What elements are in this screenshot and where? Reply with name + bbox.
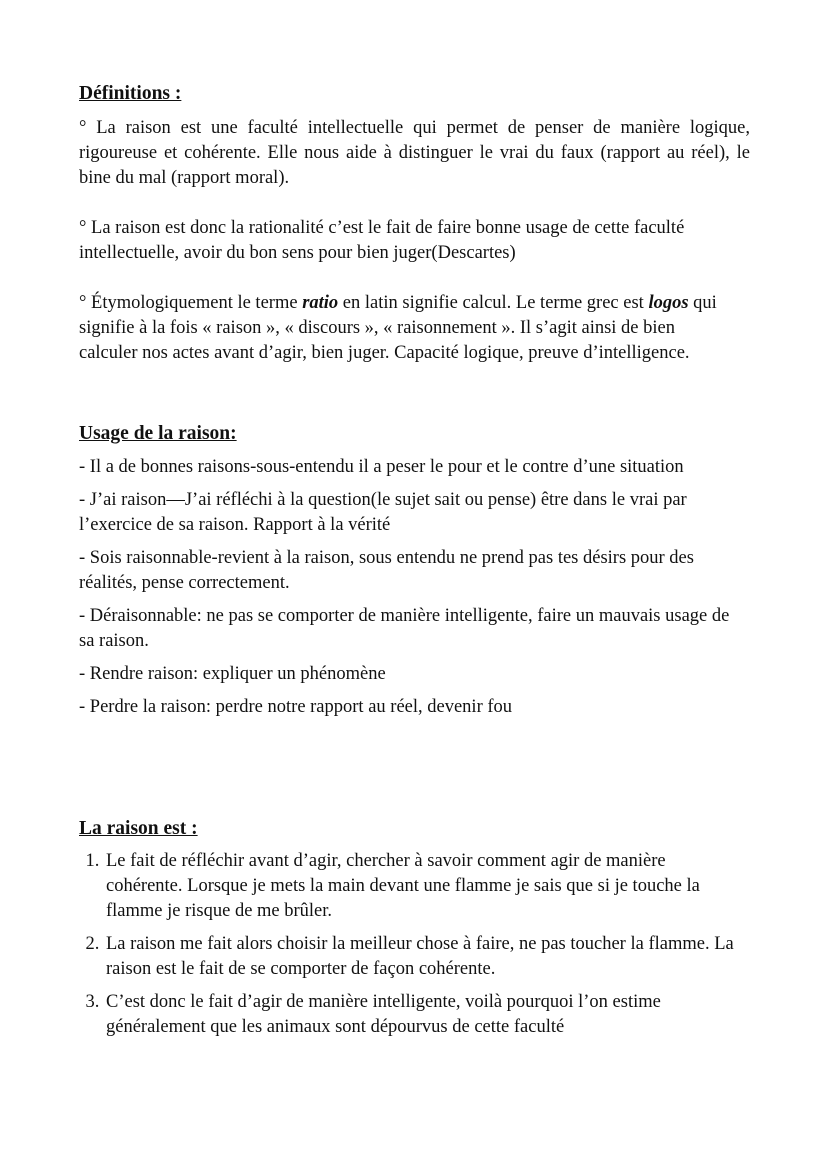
- list-item: 2. La raison me fait alors choisir la meilleur chose à faire, ne pas toucher la flamme. La raison est le fait de se comporter de façon cohérente.: [104, 932, 739, 982]
- text: en latin signifie calcul. Le terme grec est: [338, 293, 649, 313]
- definition-paragraph-2: ° La raison est donc la rationalité c’est le fait de faire bonne usage de cette faculté intellectuelle, avoir du bon sens pour bien juger(Descartes): [79, 218, 685, 263]
- list-item: 1. Le fait de réfléchir avant d’agir, chercher à savoir comment agir de manière cohérente. Lorsque je mets la main devant une flamme je sais que si je touche la flamme je risque de me brûler.: [104, 849, 739, 924]
- usage-list: [79, 455, 744, 728]
- usage-item: - Perdre la raison: perdre notre rapport au réel, devenir fou: [79, 697, 513, 717]
- heading-usage: [79, 421, 749, 446]
- heading-raison-est: [79, 816, 749, 841]
- term-ratio: ratio: [302, 293, 339, 313]
- heading-text: La raison est :: [79, 818, 198, 839]
- usage-item: - Sois raisonnable-revient à la raison, sous entendu ne prend pas tes désirs pour des réalités, pense correctement.: [79, 548, 694, 593]
- raison-est-list: [79, 849, 739, 1048]
- list-item: 3. C’est donc le fait d’agir de manière intelligente, voilà pourquoi l’on estime généralement que les animaux sont dépourvus de cette faculté: [104, 990, 739, 1040]
- term-logos: logos: [648, 293, 689, 313]
- text: ° Étymologiquement le terme: [79, 293, 303, 313]
- definitions-body: [79, 116, 750, 366]
- usage-item: - Il a de bonnes raisons-sous-entendu il a peser le pour et le contre d’une situation: [79, 457, 684, 477]
- heading-definitions: [79, 81, 749, 106]
- usage-item: - J’ai raison—J’ai réfléchi à la question(le sujet sait ou pense) être dans le vrai par l’exercice de sa raison. Rapport à la vérité: [79, 490, 687, 535]
- heading-text: Définitions :: [79, 83, 182, 104]
- usage-item: - Déraisonnable: ne pas se comporter de manière intelligente, faire un mauvais usage de sa raison.: [79, 606, 730, 651]
- usage-item: - Rendre raison: expliquer un phénomène: [79, 664, 386, 684]
- definition-paragraph-1: ° La raison est une faculté intellectuelle qui permet de penser de manière logique, rigoureuse et cohérente. Elle nous aide à distinguer le vrai du faux (rapport au réel), le bine du mal (rapport moral).: [79, 118, 750, 188]
- definition-paragraph-3: [79, 291, 729, 366]
- heading-text: Usage de la raison:: [79, 423, 237, 444]
- text: qui signifie à la fois « raison », « discours », « raisonnement ». Il s’agit ainsi de bien calculer nos actes avant d’agir, bien juger. Capacité logique, preuve d’intelligence.: [79, 293, 717, 363]
